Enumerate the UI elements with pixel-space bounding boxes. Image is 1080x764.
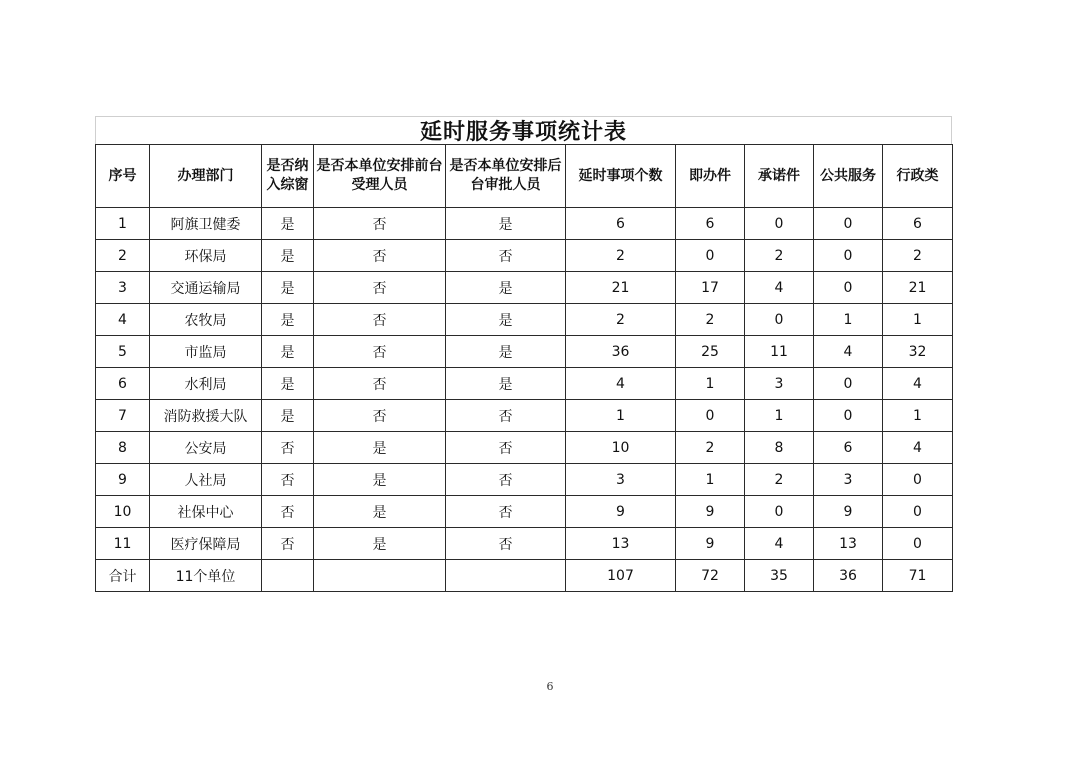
cell-index: 11 — [96, 528, 150, 560]
cell-promised: 0 — [745, 304, 814, 336]
cell-extended-count: 2 — [566, 240, 676, 272]
cell-backend-approval: 否 — [446, 496, 566, 528]
header-index: 序号 — [96, 145, 150, 208]
cell-index: 2 — [96, 240, 150, 272]
cell-department: 医疗保障局 — [150, 528, 262, 560]
cell-promised: 3 — [745, 368, 814, 400]
total-cell-extended-count: 107 — [566, 560, 676, 592]
cell-extended-count: 10 — [566, 432, 676, 464]
table-row — [96, 368, 953, 400]
cell-immediate: 17 — [676, 272, 745, 304]
cell-department: 阿旗卫健委 — [150, 208, 262, 240]
cell-backend-approval: 是 — [446, 368, 566, 400]
cell-immediate: 9 — [676, 528, 745, 560]
cell-administrative: 1 — [883, 400, 953, 432]
cell-front-desk: 是 — [314, 528, 446, 560]
cell-department: 社保中心 — [150, 496, 262, 528]
cell-in-window: 是 — [262, 336, 314, 368]
cell-backend-approval: 是 — [446, 272, 566, 304]
header-front-desk-staff: 是否本单位安排前台受理人员 — [314, 145, 446, 208]
cell-in-window: 是 — [262, 240, 314, 272]
header-in-comprehensive-window: 是否纳入综窗 — [262, 145, 314, 208]
cell-immediate: 25 — [676, 336, 745, 368]
cell-in-window: 是 — [262, 272, 314, 304]
table-row — [96, 240, 953, 272]
cell-public-service: 0 — [814, 208, 883, 240]
cell-index: 8 — [96, 432, 150, 464]
cell-department: 水利局 — [150, 368, 262, 400]
cell-extended-count: 13 — [566, 528, 676, 560]
cell-immediate: 9 — [676, 496, 745, 528]
cell-index: 10 — [96, 496, 150, 528]
cell-backend-approval: 否 — [446, 400, 566, 432]
total-cell-immediate: 72 — [676, 560, 745, 592]
table-row — [96, 432, 953, 464]
cell-public-service: 4 — [814, 336, 883, 368]
cell-extended-count: 6 — [566, 208, 676, 240]
header-extended-items-count: 延时事项个数 — [566, 145, 676, 208]
cell-in-window: 是 — [262, 304, 314, 336]
cell-department: 消防救援大队 — [150, 400, 262, 432]
header-public-service: 公共服务 — [814, 145, 883, 208]
cell-front-desk: 是 — [314, 496, 446, 528]
cell-backend-approval: 否 — [446, 528, 566, 560]
cell-department: 市监局 — [150, 336, 262, 368]
cell-front-desk: 否 — [314, 400, 446, 432]
table-body — [96, 208, 953, 592]
cell-administrative: 1 — [883, 304, 953, 336]
cell-public-service: 0 — [814, 240, 883, 272]
cell-index: 3 — [96, 272, 150, 304]
page-number: 6 — [546, 680, 554, 693]
cell-front-desk: 否 — [314, 304, 446, 336]
table-title: 延时服务事项统计表 — [419, 119, 627, 145]
cell-administrative: 0 — [883, 496, 953, 528]
cell-index: 1 — [96, 208, 150, 240]
cell-backend-approval: 是 — [446, 304, 566, 336]
cell-public-service: 0 — [814, 272, 883, 304]
total-cell-administrative: 71 — [883, 560, 953, 592]
total-cell-public-service: 36 — [814, 560, 883, 592]
cell-promised: 0 — [745, 496, 814, 528]
cell-front-desk: 否 — [314, 208, 446, 240]
cell-index: 5 — [96, 336, 150, 368]
total-cell-index: 合计 — [96, 560, 150, 592]
cell-backend-approval: 否 — [446, 464, 566, 496]
cell-extended-count: 3 — [566, 464, 676, 496]
cell-front-desk: 否 — [314, 240, 446, 272]
total-cell-promised: 35 — [745, 560, 814, 592]
cell-extended-count: 4 — [566, 368, 676, 400]
cell-in-window: 否 — [262, 528, 314, 560]
cell-extended-count: 36 — [566, 336, 676, 368]
table-row — [96, 272, 953, 304]
cell-index: 6 — [96, 368, 150, 400]
cell-extended-count: 2 — [566, 304, 676, 336]
cell-promised: 1 — [745, 400, 814, 432]
cell-immediate: 1 — [676, 464, 745, 496]
cell-promised: 8 — [745, 432, 814, 464]
cell-front-desk: 否 — [314, 368, 446, 400]
total-cell-backend-approval — [446, 560, 566, 592]
table-row — [96, 400, 953, 432]
cell-front-desk: 是 — [314, 432, 446, 464]
header-administrative: 行政类 — [883, 145, 953, 208]
cell-in-window: 否 — [262, 464, 314, 496]
cell-index: 9 — [96, 464, 150, 496]
table-row — [96, 464, 953, 496]
cell-index: 4 — [96, 304, 150, 336]
cell-public-service: 3 — [814, 464, 883, 496]
cell-backend-approval: 否 — [446, 240, 566, 272]
cell-immediate: 2 — [676, 304, 745, 336]
cell-administrative: 0 — [883, 528, 953, 560]
cell-administrative: 0 — [883, 464, 953, 496]
table-row — [96, 304, 953, 336]
cell-in-window: 否 — [262, 496, 314, 528]
cell-administrative: 21 — [883, 272, 953, 304]
table-title-row — [95, 116, 952, 144]
table-row — [96, 336, 953, 368]
cell-public-service: 6 — [814, 432, 883, 464]
cell-front-desk: 否 — [314, 272, 446, 304]
cell-promised: 4 — [745, 272, 814, 304]
cell-administrative: 2 — [883, 240, 953, 272]
cell-promised: 11 — [745, 336, 814, 368]
cell-department: 环保局 — [150, 240, 262, 272]
cell-public-service: 9 — [814, 496, 883, 528]
cell-extended-count: 9 — [566, 496, 676, 528]
cell-extended-count: 1 — [566, 400, 676, 432]
cell-department: 农牧局 — [150, 304, 262, 336]
total-cell-front-desk — [314, 560, 446, 592]
cell-promised: 2 — [745, 464, 814, 496]
cell-immediate: 0 — [676, 240, 745, 272]
table-row — [96, 496, 953, 528]
cell-department: 交通运输局 — [150, 272, 262, 304]
cell-extended-count: 21 — [566, 272, 676, 304]
cell-front-desk: 是 — [314, 464, 446, 496]
cell-in-window: 是 — [262, 368, 314, 400]
cell-promised: 2 — [745, 240, 814, 272]
table-header-row — [96, 145, 953, 208]
cell-in-window: 是 — [262, 208, 314, 240]
cell-administrative: 4 — [883, 368, 953, 400]
cell-public-service: 0 — [814, 400, 883, 432]
cell-promised: 0 — [745, 208, 814, 240]
cell-administrative: 4 — [883, 432, 953, 464]
cell-backend-approval: 否 — [446, 432, 566, 464]
table-total-row — [96, 560, 953, 592]
cell-public-service: 1 — [814, 304, 883, 336]
header-department: 办理部门 — [150, 145, 262, 208]
cell-immediate: 0 — [676, 400, 745, 432]
cell-backend-approval: 是 — [446, 336, 566, 368]
cell-public-service: 13 — [814, 528, 883, 560]
header-promised-items: 承诺件 — [745, 145, 814, 208]
cell-administrative: 32 — [883, 336, 953, 368]
statistics-table — [95, 144, 953, 592]
cell-front-desk: 否 — [314, 336, 446, 368]
total-cell-department: 11个单位 — [150, 560, 262, 592]
cell-in-window: 否 — [262, 432, 314, 464]
cell-immediate: 2 — [676, 432, 745, 464]
header-backend-approval-staff: 是否本单位安排后台审批人员 — [446, 145, 566, 208]
table-row — [96, 208, 953, 240]
cell-immediate: 6 — [676, 208, 745, 240]
cell-public-service: 0 — [814, 368, 883, 400]
cell-administrative: 6 — [883, 208, 953, 240]
total-cell-in-window — [262, 560, 314, 592]
cell-promised: 4 — [745, 528, 814, 560]
cell-in-window: 是 — [262, 400, 314, 432]
cell-department: 人社局 — [150, 464, 262, 496]
cell-department: 公安局 — [150, 432, 262, 464]
cell-immediate: 1 — [676, 368, 745, 400]
header-immediate-items: 即办件 — [676, 145, 745, 208]
cell-index: 7 — [96, 400, 150, 432]
cell-backend-approval: 是 — [446, 208, 566, 240]
table-row — [96, 528, 953, 560]
